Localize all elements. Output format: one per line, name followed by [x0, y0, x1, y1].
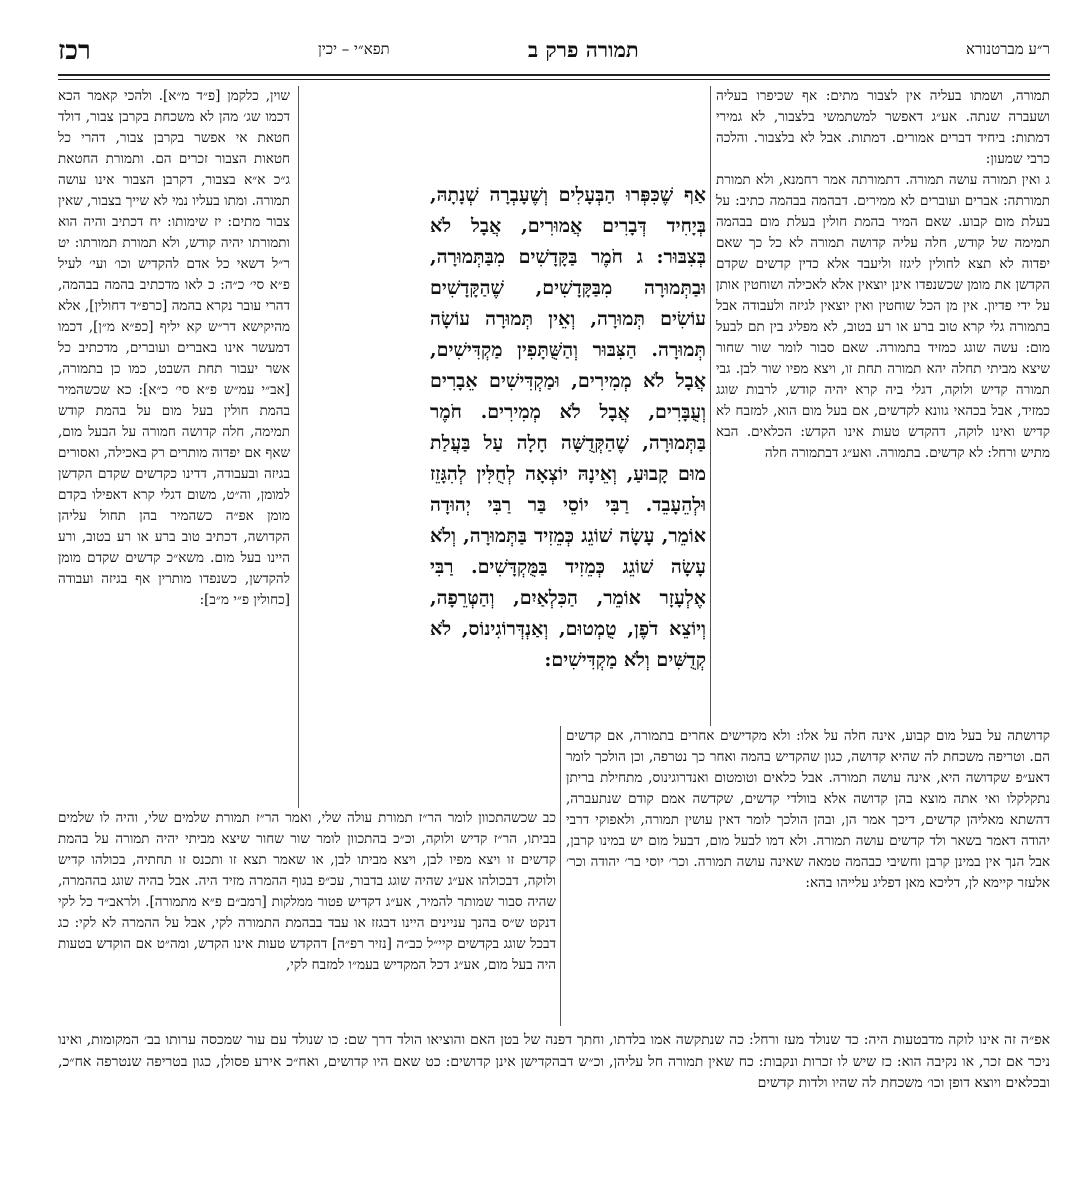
commentary-name: ר״ע מברטנורא — [966, 40, 1050, 58]
column-divider — [710, 86, 711, 726]
header-rule — [58, 74, 1050, 76]
mishnah-text: אַף שֶׁכִּפְּרוּ הַבְּעָלִים וְשֶׁעָבְרָה שְׁנָתָהּ, בְּיָחִיד דְּבָרִים אֲמוּרִים, אֲבָל לֹא בְּצִבּוּר: ג חֹמֶר בַּקָּדָשִׁים מִבַּתְּמוּרָה, וּבַתְּמוּרָה מִבַּקָּדָשִׁים, שֶׁהַקָּדָשִׁים עוֹשִׂים תְּמוּרָה, וְאֵין תְּמוּרָה עוֹשָׂה תְּמוּרָה. הַצִּבּוּר וְהַשֻּׁתָּפִין מַקְדִּישִׁים, אֲבָל לֹא מְמִירִים, וּמַקְדִּישִׁים אֵבָרִים וְעֻבָּרִים, אֲבָל לֹא מְמִירִים. חֹמֶר בַּתְּמוּרָה, שֶׁהַקְּדֻשָּׁה חָלָה עַל בַּעֲלַת מוּם קָבוּעַ, וְאֵינָהּ יוֹצְאָה לְחֻלִּין לְהִגָּזֵז וּלְהֵעָבֵד. רַבִּי יוֹסֵי בַּר רַבִּי יְהוּדָה אוֹמֵר, עָשָׂה שׁוֹגֵג כְּמֵזִיד בַּתְּמוּרָה, וְלֹא עָשָׂה שׁוֹגֵג כְּמֵזִיד בַּמֻּקְדָּשִׁים. רַבִּי אֶלְעָזָר אוֹמֵר, הַכִּלְאַיִם, וְהַטְּרֵפָה, וְיוֹצֵא דֹפֶן, טֻמְטוּם, וְאַנְדְּרוֹגִינוֹס, לֹא קְדֻשִּׁים וְלֹא מַקְדִּישִׁים: — [430, 184, 706, 671]
header-rule-thin — [58, 79, 1050, 80]
bartenura-bottom-block: קדושתה על בעל מום קבוע, אינה חלה על אלו: ולא מקדישים אחרים בתמורה, אם קדשים הם. וטריפה משכחת לה שהיא קדושה, כגון שהקדיש בהמה ואחר כך נטרפה, וכן הולכך לומר דאע״פ שקדושה היא, אינה עושה תמורה. אבל כלאים וטומטום ואנדרוגינוס, מתחילת בריתן נתקלקלו ואי אתה מוצא בהן קדושה אלא בוולדי קדשים, שקדשה אמם קודם שנתעברה, דהשתא מאליהן קדשים, דיכך אמר הן, ובהן הולכך לומר דאין עושין תמורה, ולאפוקי דרבי יהודה דאמר בשאר ולד קדשים עושה תמורה. ולא דמו לבעל מום, דבעל מום יש במינו קרבן, אבל הנך אין במינן קרבן וחשיבי כבהמה טמאה שאינה עושה תמורה. וכר׳ יוסי בר׳ יהודה וכר׳ אלעזר קיימא לן, דליכא מאן דפליג עלייהו בהא: — [566, 728, 1050, 891]
commentary-range: תפא״י – יכין — [318, 40, 390, 58]
page-header — [58, 36, 1050, 70]
tiferet-yisrael-bottom-block: כב שכשהתכוון לומר הר״ז תמורת עולה שלי, ואמר הר״ז תמורת שלמים שלי, והיה לו שלמים בביתו, הר״ז קדיש ולוקה, וכ״כ בהתכוון לומר שור שחור שיצא מביתי יהיה תמורה על בהמת קדשים זו ויצא מפיו לבן, ויצא מביתו לבן, או שאמר תצא זו ותכנס זו תחתיה, בכולהו קדיש ולוקה, דבכולהו אע״ג שהיה שוגג בדבור, עכ״פ בגוף ההמרה מזיד היה. אבל בהיה שוגג בההמרה, שהיה סבור שמותר להמיר, אע״ג דקדיש פטור ממלקות [רמב״ם פ״א מתמורה]. ולראב״ד כל לקי דנקט ש״ס בהנך עניינים היינו דבגזז או עבד בבהמת התמורה לקי, אבל על ההמרה לא לקי: כג דבכל שוגג בקדשים קיי״ל כב״ה [נזיר רפ״ה] דהקדש טעות אינו הקדש, ומה״ט אם הוקדש בטעות היה בעל מום, אע״ג דכל המקדיש בעמ״ו למזבח לקי, — [58, 810, 556, 973]
column-divider — [560, 726, 561, 1026]
bartenura-top-block: תמורה, ושמתו בעליה אין לצבור מתים: אף שכיפרו בעליה ושעברה שנתה. אע״ג דאפשר למשתמשי בלצבור, לא גמירי דמתות: ביחיד דברים אמורים. דמתות. אבל לא בלצבור. והלכה כרבי שמעון: — [716, 88, 1050, 167]
folio-number: רכז — [58, 36, 91, 66]
column-divider — [298, 86, 299, 808]
tiferet-yisrael-footer-block: אפ״ה זה אינו לוקה מדבטעות היה: כד שנולד מעז ורחל: כה שנתקשה אמו בלדתו, וחתך דפנה של בטן האם והוציאו הולד דרך שם: כו שנולד עם עור שמכסה ערותו בב׳ המקומות, ואינו ניכר אם זכר, או נקיבה הוא: כז שיש לו זכרות ונקבות: כח שאין תמורה חל עליהן, וכ״ש דבהקדישן אינן קדושים: כט שאם היו קדושים, ואח״כ אירע פסולן, כגון בטריפה שנטרפה אח״כ, ובכלאים ויוצא דופן וכו׳ משכחת לה שהיו ולדות קדשים — [58, 1032, 1050, 1091]
tiferet-yisrael-column: שוין, כלקמן [פ״ד מ״א]. ולהכי קאמר הכא דכמו שג׳ מהן לא משכחת בקרבן צבור, דולד חטאת אי אפשר בקרבן צבור, דהרי כל חטאות הצבור זכרים הם. ותמורת החטאת ג״כ א״א בצבור, דקרבן הצבור אינו עושה תמורה. ומתו בעליו נמי לא שייך בצבור, שאין צבור מתים: יז שימותו: יח דכתיב והיה הוא ותמורתו יהיה קודש, ולא תמורת תמורתו: יט ר״ל דשאי כל אדם להקדיש וכו׳ ועי׳ לעיל פ״א סי׳ כ״ה: כ לאו מדכתיב בהמה בבהמה, דהרי עובר נקרא בהמה [כרפ״ד דחולין], אלא מהיקישא דר״ש קא יליף [כפ״א מ״ן], דכמו דמעשר אינו באברים ועוברים, מדכתיב כל אשר יעבור תחת השבט, כמו כן בתמורה, [אב״י עמ״ש פ״א סי׳ כ״א]: כא שכשהמיר בהמת חולין בעל מום על בהמת קודש תמימה, חלה קדושה חמורה על הבעל מום, שאף אם יפדוה מותרים רק באכילה, ואסורים בגיזה ובעבודה, דדינו כקדשים שקדם הקדשן למומן, וה״ט, משום דגלי קרא דאפילו בקדם מומן אפ״ה כשהמיר בהן תחול עליהן הקדושה, דכתיב טוב ברע או רע בטוב, ורע היינו בעל מום. משא״כ קדשים שקדם מומן להקדשן, כשנפדו מותרין אף בגיזה ועבודה [כחולין פ״י מ״ב]: — [58, 88, 290, 608]
tractate-title: תמורה פרק ב — [528, 37, 639, 62]
bartenura-middle-block: ג ואין תמורה עושה תמורה. דתמורתה אמר רחמנא, ולא תמורת תמורתה: אברים ועוברים לא ממירים. דבהמה בבהמה כתיב: על בעלת מום קבוע. שאם המיר בהמת חולין בעלת מום בבהמה תמימה של קודש, חלה עליה קדושה תמורה לא כל כך שאם יפדוה לא תצא לחולין ליגזז וליעבד אלא כדין קדשים שקדם הקדשן את מומן שכשנפדו אינן יוצאין אלא לאכילה ושוחטין אותן על ידי פדיון. אין מן הכל שוחטין ואין יוצאין לגיזה ולעבודה אבל בתמורה גלי קרא טוב ברע או רע בטוב, לא מפליג בין תם לבעל מום: עשה שוגג כמזיד בתמורה. שאם סבור לומר שור שחור שיצא מביתי תחלה יהא תמורה תחת זו, ויצא מפיו שור לבן. גבי תמורה קדיש ולוקה, דגלי ביה קרא יהיה קודש, לרבות שוגג כמזיד, אבל בכהאי גוונא לקדשים, אם בעל מום הוא, למזבח לא קדיש ואינו לוקה, דהקדש טעות אינו הקדש: הכלאים. הבא מתיש ורחל: לא קדשים. בתמורה. ואע״ג דבתמורה חלה — [716, 172, 1050, 461]
